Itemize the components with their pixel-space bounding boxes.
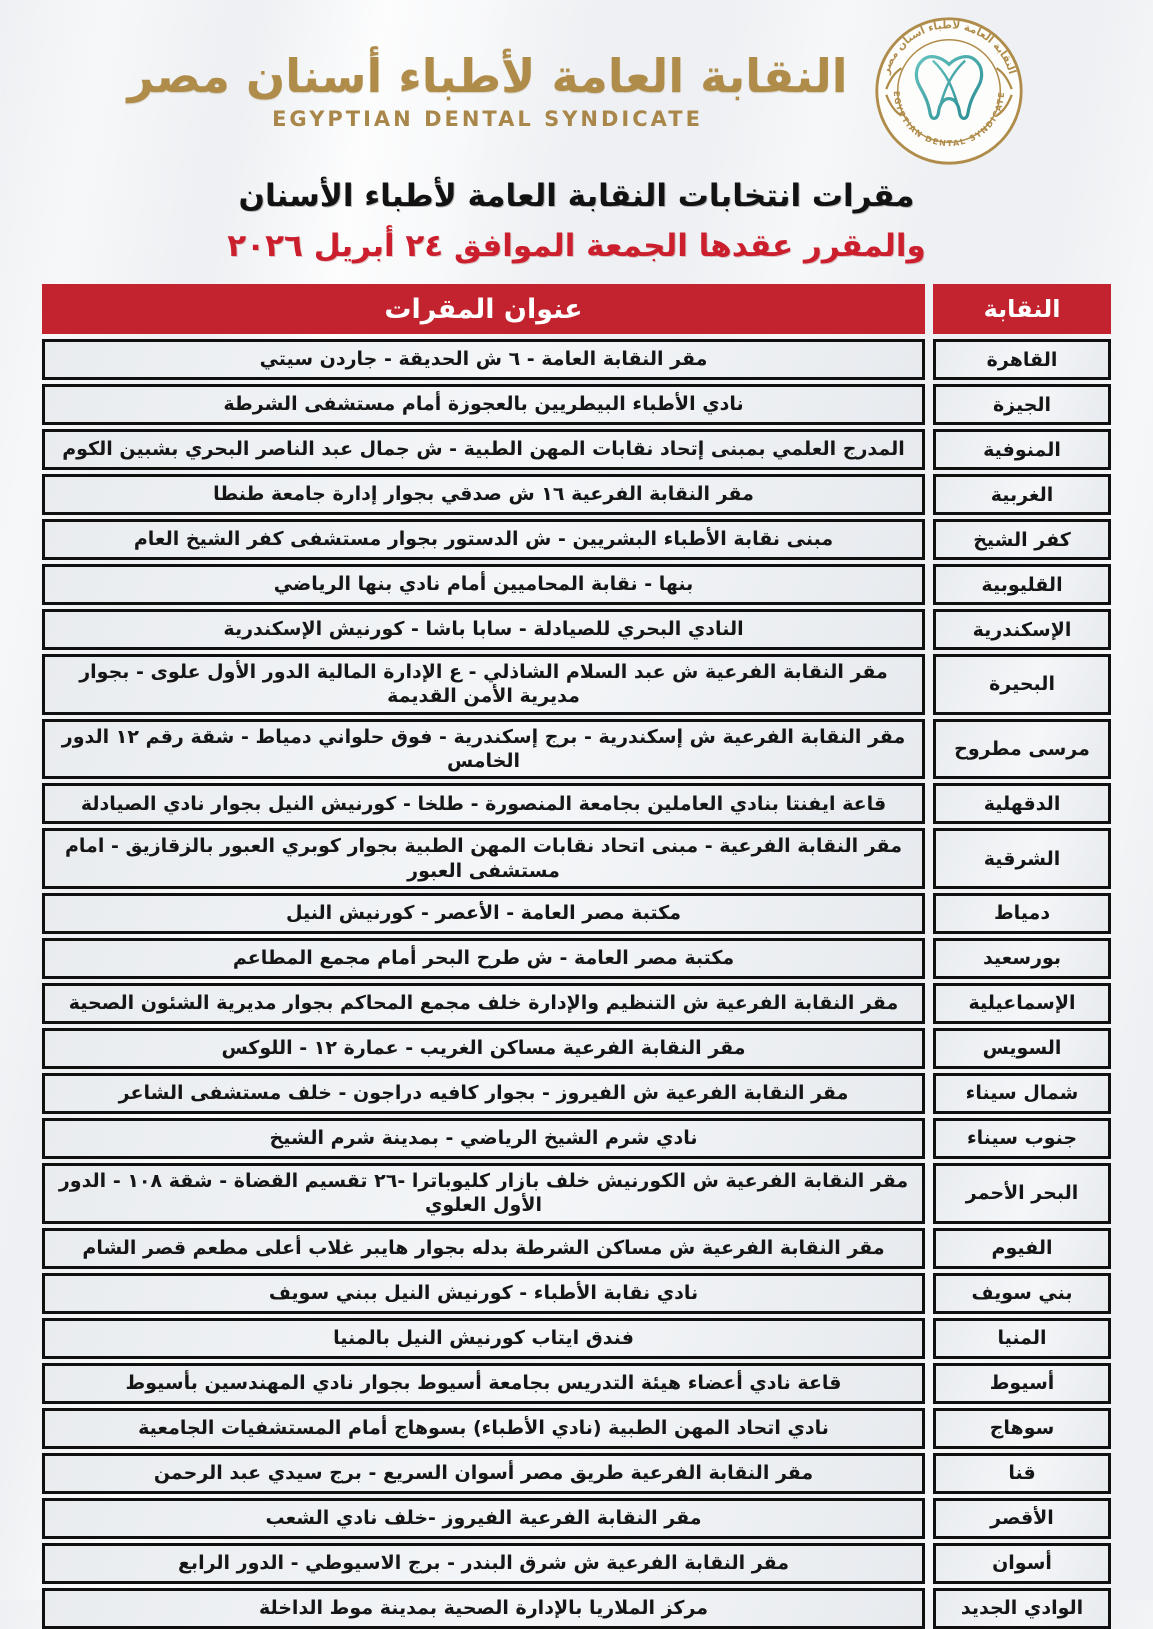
table-row bbox=[42, 339, 1111, 380]
address-cell: مبنى نقابة الأطباء البشريين - ش الدستور بجوار مستشفى كفر الشيخ العام bbox=[42, 519, 925, 560]
table-row bbox=[42, 384, 1111, 425]
governorate-cell: السويس bbox=[933, 1028, 1111, 1069]
governorate-cell: البحر الأحمر bbox=[933, 1163, 1111, 1224]
governorate-cell: الغربية bbox=[933, 474, 1111, 515]
address-cell: المدرج العلمي بمبنى إتحاد نقابات المهن الطبية - ش جمال عبد الناصر البحري بشبين الكوم bbox=[42, 429, 925, 470]
governorate-cell: القاهرة bbox=[933, 339, 1111, 380]
table-row bbox=[42, 474, 1111, 515]
governorate-cell: الدقهلية bbox=[933, 783, 1111, 824]
governorate-cell: بورسعيد bbox=[933, 938, 1111, 979]
title-block bbox=[0, 178, 1153, 264]
address-cell: مقر النقابة الفرعية ش شرق البندر - برج الاسيوطي - الدور الرابع bbox=[42, 1543, 925, 1584]
address-cell: مقر النقابة الفرعية ش عبد السلام الشاذلي - ع الإدارة المالية الدور الأول علوى - بجوار مديرية الأمن القديمة bbox=[42, 654, 925, 715]
page-subtitle-date: والمقرر عقدها الجمعة الموافق ٢٤ أبريل ٢٠٢٦ bbox=[227, 228, 926, 264]
address-cell: نادي شرم الشيخ الرياضي - بمدينة شرم الشيخ bbox=[42, 1118, 925, 1159]
address-cell: قاعة ايفنتا بنادي العاملين بجامعة المنصورة - طلخا - كورنيش النيل بجوار نادي الصيادلة bbox=[42, 783, 925, 824]
governorate-cell: الإسماعيلية bbox=[933, 983, 1111, 1024]
table-row bbox=[42, 1028, 1111, 1069]
table-row bbox=[42, 1453, 1111, 1494]
table-row bbox=[42, 1073, 1111, 1114]
header-governorate-cell: النقابة bbox=[933, 284, 1111, 334]
table-row bbox=[42, 519, 1111, 560]
table-row bbox=[42, 783, 1111, 824]
governorate-cell: جنوب سيناء bbox=[933, 1118, 1111, 1159]
header-address-cell: عنوان المقرات bbox=[42, 284, 925, 334]
table-row bbox=[42, 1588, 1111, 1629]
table-row bbox=[42, 1363, 1111, 1404]
governorate-cell: كفر الشيخ bbox=[933, 519, 1111, 560]
governorate-cell: الفيوم bbox=[933, 1228, 1111, 1269]
address-cell: مكتبة مصر العامة - ش طرح البحر أمام مجمع المطاعم bbox=[42, 938, 925, 979]
table-row bbox=[42, 1498, 1111, 1539]
table-row bbox=[42, 429, 1111, 470]
seal-top-text: النقابة العامة لأطباء أسنان مصر bbox=[880, 19, 1019, 76]
governorate-cell: الأقصر bbox=[933, 1498, 1111, 1539]
table-row bbox=[42, 983, 1111, 1024]
seal-svg bbox=[873, 15, 1025, 167]
table-header-row bbox=[42, 284, 1111, 334]
address-cell: مقر النقابة الفرعية - مبنى اتحاد نقابات المهن الطبية بجوار كوبري العبور بالزقازيق - امام مستشفى العبور bbox=[42, 828, 925, 889]
address-cell: مكتبة مصر العامة - الأعصر - كورنيش النيل bbox=[42, 893, 925, 934]
governorate-cell: المنوفية bbox=[933, 429, 1111, 470]
brand-arabic-name: النقابة العامة لأطباء أسنان مصر bbox=[127, 48, 848, 103]
address-cell: نادي اتحاد المهن الطبية (نادي الأطباء) بسوهاج أمام المستشفيات الجامعية bbox=[42, 1408, 925, 1449]
address-cell: بنها - نقابة المحاميين أمام نادي بنها الرياضي bbox=[42, 564, 925, 605]
address-cell: نادي الأطباء البيطريين بالعجوزة أمام مستشفى الشرطة bbox=[42, 384, 925, 425]
address-cell: مقر النقابة العامة - ٦ ش الحديقة - جاردن سيتي bbox=[42, 339, 925, 380]
address-cell: مقر النقابة الفرعية مساكن الغريب - عمارة ١٢ - اللوكس bbox=[42, 1028, 925, 1069]
governorate-cell: شمال سيناء bbox=[933, 1073, 1111, 1114]
address-cell: مقر النقابة الفرعية ش الفيروز - بجوار كافيه دراجون - خلف مستشفى الشاعر bbox=[42, 1073, 925, 1114]
governorate-cell: البحيرة bbox=[933, 654, 1111, 715]
syndicate-seal bbox=[873, 15, 1025, 167]
address-cell: مقر النقابة الفرعية ش إسكندرية - برج إسكندرية - فوق حلواني دمياط - شقة رقم ١٢ الدور الخامس bbox=[42, 719, 925, 780]
table-row bbox=[42, 1318, 1111, 1359]
address-cell: مقر النقابة الفرعية ش التنظيم والإدارة خلف مجمع المحاكم بجوار مديرية الشئون الصحية bbox=[42, 983, 925, 1024]
governorate-cell: مرسى مطروح bbox=[933, 719, 1111, 780]
venues-table bbox=[42, 284, 1111, 1629]
governorate-cell: أسوان bbox=[933, 1543, 1111, 1584]
table-row bbox=[42, 1273, 1111, 1314]
table-row bbox=[42, 564, 1111, 605]
table-row bbox=[42, 719, 1111, 780]
table-row bbox=[42, 1163, 1111, 1224]
governorate-cell: الجيزة bbox=[933, 384, 1111, 425]
brand-header bbox=[0, 0, 1153, 166]
governorate-cell: المنيا bbox=[933, 1318, 1111, 1359]
table-row bbox=[42, 1543, 1111, 1584]
governorate-cell: قنا bbox=[933, 1453, 1111, 1494]
address-cell: النادي البحري للصيادلة - سابا باشا - كورنيش الإسكندرية bbox=[42, 609, 925, 650]
governorate-cell: بني سويف bbox=[933, 1273, 1111, 1314]
governorate-cell: سوهاج bbox=[933, 1408, 1111, 1449]
table-row bbox=[42, 828, 1111, 889]
brand-text bbox=[127, 48, 848, 132]
address-cell: مقر النقابة الفرعية ش الكورنيش خلف بازار كليوباترا -٢٦ تقسيم القضاة - شقة ١٠٨ - الدور الأول العلوي bbox=[42, 1163, 925, 1224]
table-row bbox=[42, 1228, 1111, 1269]
table-row bbox=[42, 1408, 1111, 1449]
governorate-cell: الشرقية bbox=[933, 828, 1111, 889]
address-cell: مقر النقابة الفرعية طريق مصر أسوان السريع - برج سيدي عبد الرحمن bbox=[42, 1453, 925, 1494]
address-cell: قاعة نادي أعضاء هيئة التدريس بجامعة أسيوط بجوار نادي المهندسين بأسيوط bbox=[42, 1363, 925, 1404]
address-cell: مركز الملاريا بالإدارة الصحية بمدينة موط الداخلة bbox=[42, 1588, 925, 1629]
table-row bbox=[42, 893, 1111, 934]
governorate-cell: أسيوط bbox=[933, 1363, 1111, 1404]
address-cell: مقر النقابة الفرعية ١٦ ش صدقي بجوار إدارة جامعة طنطا bbox=[42, 474, 925, 515]
table-row bbox=[42, 654, 1111, 715]
brand-english-name: EGYPTIAN DENTAL SYNDICATE bbox=[272, 107, 703, 132]
address-cell: فندق ايتاب كورنيش النيل بالمنيا bbox=[42, 1318, 925, 1359]
table-body bbox=[42, 339, 1111, 1629]
table-row bbox=[42, 938, 1111, 979]
table-row bbox=[42, 609, 1111, 650]
address-cell: مقر النقابة الفرعية الفيروز -خلف نادي الشعب bbox=[42, 1498, 925, 1539]
governorate-cell: القليوبية bbox=[933, 564, 1111, 605]
address-cell: نادي نقابة الأطباء - كورنيش النيل ببني سويف bbox=[42, 1273, 925, 1314]
seal-bottom-text: EGYPTIAN DENTAL SYNDICATE bbox=[892, 90, 1007, 149]
table-row bbox=[42, 1118, 1111, 1159]
governorate-cell: الإسكندرية bbox=[933, 609, 1111, 650]
governorate-cell: دمياط bbox=[933, 893, 1111, 934]
address-cell: مقر النقابة الفرعية ش مساكن الشرطة بدله بجوار هايبر غلاب أعلى مطعم قصر الشام bbox=[42, 1228, 925, 1269]
governorate-cell: الوادي الجديد bbox=[933, 1588, 1111, 1629]
page-title: مقرات انتخابات النقابة العامة لأطباء الأسنان bbox=[238, 178, 915, 214]
